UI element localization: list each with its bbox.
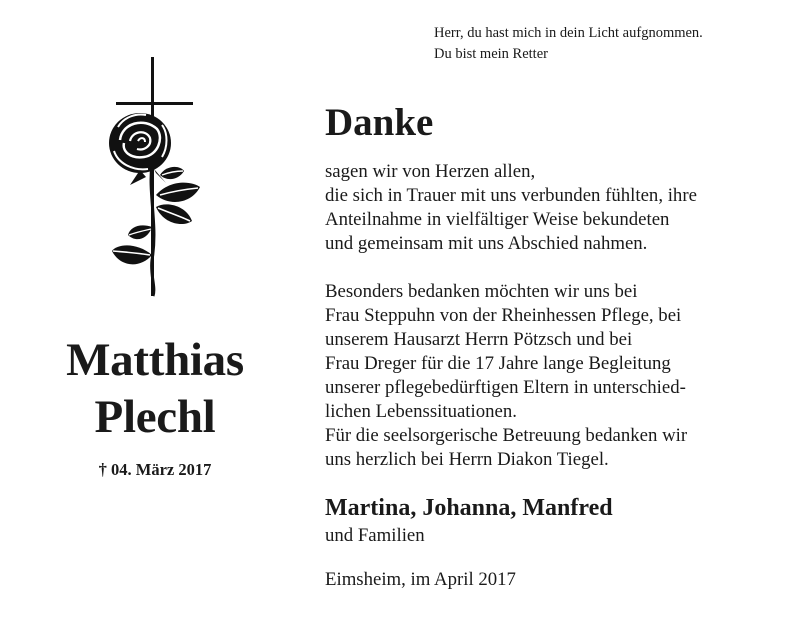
paragraph-line: uns herzlich bei Herrn Diakon Tiegel.: [325, 449, 609, 470]
cross-with-rose-icon: [100, 55, 205, 298]
date-of-death: † 04. März 2017: [98, 460, 212, 479]
quote-line: Du bist mein Retter: [434, 46, 548, 62]
paragraph-line: Für die seelsorgerische Betreuung bedanken wir: [325, 425, 688, 446]
quote-line: Herr, du hast mich in dein Licht aufgnommen.: [434, 25, 703, 41]
place-date: Eimsheim, im April 2017: [325, 569, 516, 590]
paragraph-line: und gemeinsam mit uns Abschied nahmen.: [325, 233, 648, 254]
paragraph-line: Frau Dreger für die 17 Jahre lange Begleitung: [325, 353, 671, 374]
signers-family: und Familien: [325, 525, 425, 546]
deceased-last-name: Plechl: [94, 391, 216, 443]
bible-quote: [434, 23, 794, 65]
paragraph-line: unserem Hausarzt Herrn Pötzsch und bei: [325, 329, 633, 350]
paragraph-line: unserer pflegebedürftigen Eltern in unterschied-: [325, 377, 686, 398]
paragraph-line: lichen Lebenssituationen.: [325, 401, 517, 422]
thanks-paragraph: [325, 160, 697, 256]
special-thanks-paragraph: [325, 280, 687, 472]
page-title: Danke: [325, 101, 434, 144]
paragraph-line: Anteilnahme in vielfältiger Weise bekundeten: [325, 209, 670, 230]
paragraph-line: Frau Steppuhn von der Rheinhessen Pflege, bei: [325, 305, 682, 326]
paragraph-line: die sich in Trauer mit uns verbunden fühlten, ihre: [325, 185, 697, 206]
signers-names: Martina, Johanna, Manfred: [325, 495, 613, 521]
paragraph-line: Besonders bedanken möchten wir uns bei: [325, 281, 638, 302]
deceased-first-name: Matthias: [66, 334, 244, 386]
paragraph-line: sagen wir von Herzen allen,: [325, 161, 536, 182]
